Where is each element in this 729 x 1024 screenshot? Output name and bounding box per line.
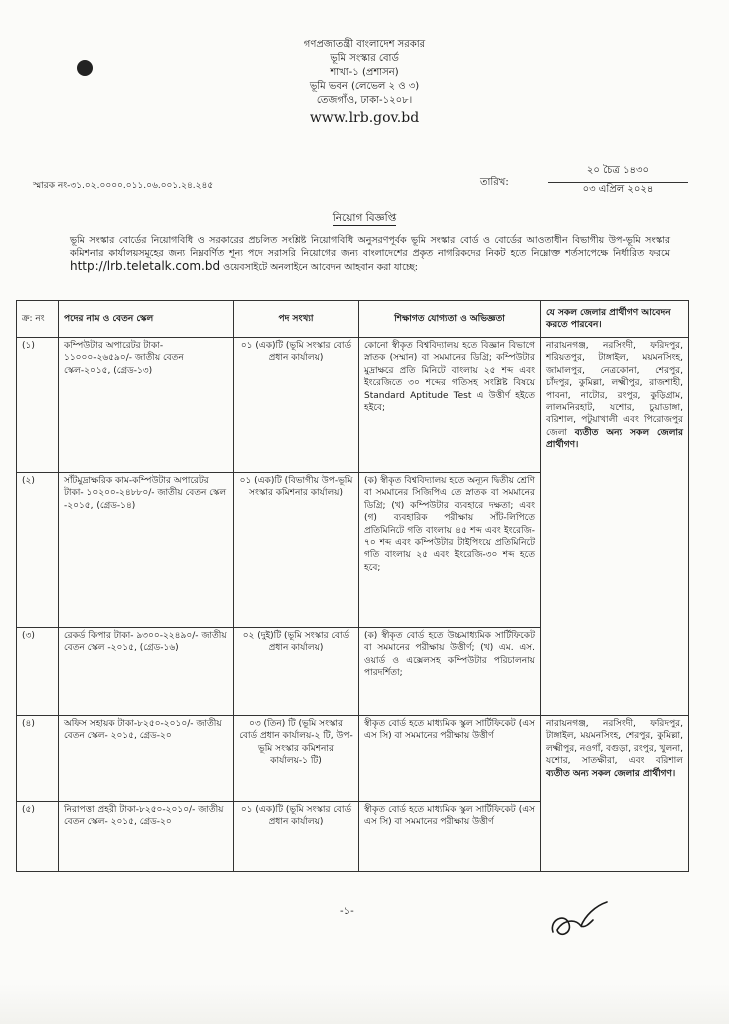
row-serial: (৩) (17, 628, 59, 716)
header-line-4: ভূমি ভবন (লেভেল ২ ও ৩) (309, 81, 420, 92)
district-list-2: নারায়নগঞ্জ, নরসিংদী, ফরিদপুর, টাঙ্গাইল, ময়মনসিংহ, শেরপুর, কুমিল্লা, লক্ষ্মীপুর, নওগাঁ, বগুড়া, রংপুর, খুলনা, যশোর, সাতক্ষীরা, এবং বরিশাল (546, 719, 683, 767)
row-post: রেকর্ড কিপার টাকা- ৯৩০০-২২৪৯০/- জাতীয় বেতন স্কেল -২০১৫, (গ্রেড-১৬) (59, 628, 234, 716)
row-serial: (৪) (17, 716, 59, 802)
notice-title-text: নিয়োগ বিজ্ঞপ্তি (332, 212, 397, 224)
row-qualification: স্বীকৃত বোর্ড হতে মাধ্যমিক স্কুল সার্টিফিকেট (এস এস সি) বা সমমানের পরীক্ষায় উত্তীর্ণ (359, 716, 541, 802)
row-serial: (১) (17, 338, 59, 473)
intro-paragraph (70, 234, 670, 274)
page-number: -১- (340, 906, 354, 917)
row-qualification: (ক) স্বীকৃত বিশ্ববিদ্যালয় হতে অন্যূন দ্বিতীয় শ্রেণি বা সমমানের সিজিপিএ তে স্নাতক বা সমমানের ডিগ্রি; (খ) কম্পিউটার ব্যবহারে দক্ষতা; এবং (গ) ব্যবহারিক পরীক্ষায় সাঁট-লিপিতে প্রতিমিনিটে গতি বাংলায় ৪৫ শব্দ এবং ইংরেজি- ৭০ শব্দ এবং কম্পিউটার টাইপিংয়ে প্রতিমিনিটে গতি বাংলায় ২৫ এবং ইংরেজি-৩০ শব্দ হতে হবে; (359, 473, 541, 628)
col-header-qualification: শিক্ষাগত যোগ্যতা ও অভিজ্ঞতা (359, 301, 541, 338)
row-count: ০১ (এক)টি (ভূমি সংস্কার বোর্ড প্রধান কার্যালয়) (234, 338, 359, 473)
memo-number: স্মারক নং-৩১.০২.০০০০.০১১.০৬.০০১.২৪.২৪৫ (33, 181, 214, 191)
table-row (17, 338, 689, 473)
row-count: ০১ (এক)টি (বিভাগীয় উপ-ভূমি সংস্কার কমিশনার কার্যালয়) (234, 473, 359, 628)
notice-title (0, 211, 729, 228)
signature (545, 898, 615, 946)
date-english: ০৩ এপ্রিল ২০২৪ (582, 184, 654, 195)
district-note-1: ব্যতীত অন্য সকল জেলার প্রার্থীগণ। (546, 427, 683, 451)
table-header-row (17, 301, 689, 338)
application-url[interactable]: http://lrb.teletalk.com.bd (70, 259, 221, 273)
intro-text: ভূমি সংস্কার বোর্ডের নিয়োগবিধি ও সরকারের প্রচলিত সংশ্লিষ্ট নিয়োগবিধি অনুসরণপূর্বক ভূমি সংস্কার বোর্ড ও বোর্ডের আওতাধীন বিভাগীয় উপ-ভূমি সংস্কার কমিশনার কার্যালয়সমূহের জন্য নিম্নবর্ণিত শূন্য পদে সরাসরি নিয়োগের জন্য বাংলাদেশের প্রকৃত নাগরিকদের নিকট হতে নিম্নোক্ত শর্তসাপেক্ষে নির্ধারিত ফরমে (70, 235, 670, 259)
district-eligibility-2 (541, 716, 689, 872)
row-post: অফিস সহায়ক টাকা-৮২৫০-২০১০/- জাতীয় বেতন স্কেল- ২০১৫, গ্রেড-২০ (59, 716, 234, 802)
row-count: ০১ (এক)টি (ভূমি সংস্কার বোর্ড প্রধান কার্যালয়) (234, 802, 359, 872)
row-count: ০৩ (তিন) টি (ভূমি সংস্কার বোর্ড প্রধান কার্যালয়-২ টি, উপ-ভূমি সংস্কার কমিশনার কার্যালয়-১ টি) (234, 716, 359, 802)
row-count: ০২ (দুই)টি (ভূমি সংস্কার বোর্ড প্রধান কার্যালয়) (234, 628, 359, 716)
row-post: সাঁটমুদ্রাক্ষরিক কাম-কম্পিউটার অপারেটর টাকা- ১০২০০-২৪৮৮০/- জাতীয় বেতন স্কেল -২০১৫, (গ্রেড-১৪) (59, 473, 234, 628)
date-bengali: ২০ চৈত্র ১৪৩০ (548, 163, 688, 183)
row-serial: (৫) (17, 802, 59, 872)
date-label: তারিখ: (480, 177, 509, 188)
district-list-1: নারায়নগঞ্জ, নরসিংদী, ফরিদপুর, শরিয়তপুর, টাঙ্গাইল, ময়মনসিংহ, জামালপুর, নেত্রকোনা, শেরপুর, চাঁদপুর, কুমিল্লা, লক্ষ্মীপুর, রাজশাহী, পাবনা, নাটোর, রংপুর, কুড়িগ্রাম, লালমনিরহাট, যশোর, চুয়াডাঙ্গা, বরিশাল, পটুয়াখালী এবং পিরোজপুর জেলা (546, 341, 683, 438)
district-eligibility-1 (541, 338, 689, 716)
vacancy-table (16, 300, 689, 872)
intro-tail: ওয়েবসাইটে অনলাইনে আবেদন আহবান করা যাচ্ছে: (223, 262, 418, 273)
row-qualification: (ক) স্বীকৃত বোর্ড হতে উচ্চমাধ্যমিক সার্টিফিকেট বা সমমানের পরীক্ষায় উত্তীর্ণ; (খ) এম. এস. ওয়ার্ড ও এক্সেলসহ কম্পিউটার পরিচালনায় পারদর্শিতা; (359, 628, 541, 716)
district-note-2: ব্যতীত অন্য সকল জেলার প্রার্থীগণ। (546, 768, 676, 779)
row-qualification: কোনো স্বীকৃত বিশ্ববিদ্যালয় হতে বিজ্ঞান বিভাগে স্নাতক (সম্মান) বা সমমানের ডিগ্রি; কম্পিউটার মুদ্রাক্ষরে প্রতি মিনিটে বাংলায় ২৫ শব্দ এবং ইংরেজিতে ৩০ শব্দের গতিসহ সংশ্লিষ্ট বিষয়ে Standard Aptitude Test এ উত্তীর্ণ হইতে হইবে; (359, 338, 541, 473)
page-fold-shadow (0, 984, 729, 1024)
header-line-3: শাখা-১ (প্রশাসন) (330, 67, 399, 78)
table-row (17, 716, 689, 802)
punch-hole (77, 60, 93, 76)
website-link[interactable]: www.lrb.gov.bd (309, 110, 420, 126)
col-header-sl: ক্র: নং (17, 301, 59, 338)
col-header-district: যে সকল জেলার প্রার্থীগণ আবেদন করতে পারবেন। (541, 301, 689, 338)
col-header-post: পদের নাম ও বেতন স্কেল (59, 301, 234, 338)
col-header-count: পদ সংখ্যা (234, 301, 359, 338)
header-line-1: গণপ্রজাতন্ত্রী বাংলাদেশ সরকার (303, 39, 426, 50)
header (0, 38, 729, 125)
row-post: নিরাপত্তা প্রহরী টাকা-৮২৫০-২০১০/- জাতীয় বেতন স্কেল- ২০১৫, গ্রেড-২০ (59, 802, 234, 872)
row-post: কম্পিউটার অপারেটর টাকা- ১১০০০-২৬৫৯০/- জাতীয় বেতন স্কেল-২০১৫, (গ্রেড-১৩) (59, 338, 234, 473)
row-qualification: স্বীকৃত বোর্ড হতে মাধ্যমিক স্কুল সার্টিফিকেট (এস এস সি) বা সমমানের পরীক্ষায় উত্তীর্ণ (359, 802, 541, 872)
header-line-5: তেজগাঁও, ঢাকা-১২০৮। (316, 95, 413, 106)
row-serial: (২) (17, 473, 59, 628)
header-line-2: ভূমি সংস্কার বোর্ড (330, 53, 399, 64)
